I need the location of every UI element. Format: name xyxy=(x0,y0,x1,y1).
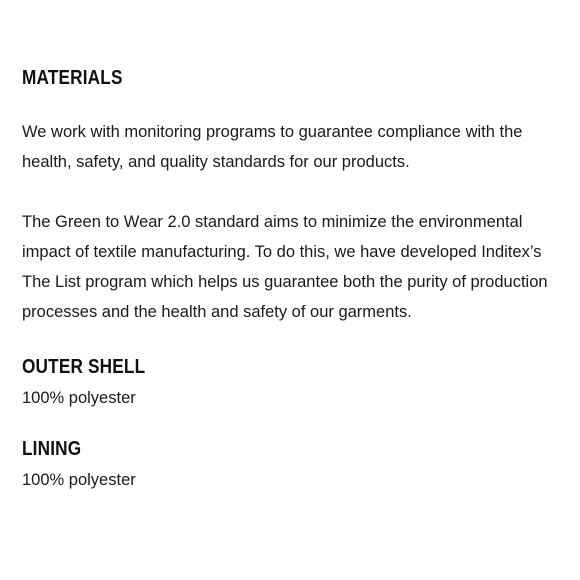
materials-section xyxy=(22,66,562,327)
materials-paragraph-monitoring: We work with monitoring programs to guarantee compliance with the health, safety, and quality standards for our products. xyxy=(22,123,523,171)
materials-paragraph-green-to-wear: The Green to Wear 2.0 standard aims to minimize the environmental impact of textile manufacturing. To do this, we have developed Inditex’s The List program which helps us guarantee both the purity of production processes and the health and safety of our garments. xyxy=(22,213,548,321)
materials-heading: MATERIALS xyxy=(22,67,123,89)
materials-info-panel xyxy=(22,66,562,493)
outer-shell-section xyxy=(22,355,562,411)
outer-shell-composition: 100% polyester xyxy=(22,389,136,407)
lining-heading: LINING xyxy=(22,438,82,460)
lining-composition: 100% polyester xyxy=(22,471,136,489)
outer-shell-heading: OUTER SHELL xyxy=(22,356,146,378)
lining-section xyxy=(22,437,562,493)
